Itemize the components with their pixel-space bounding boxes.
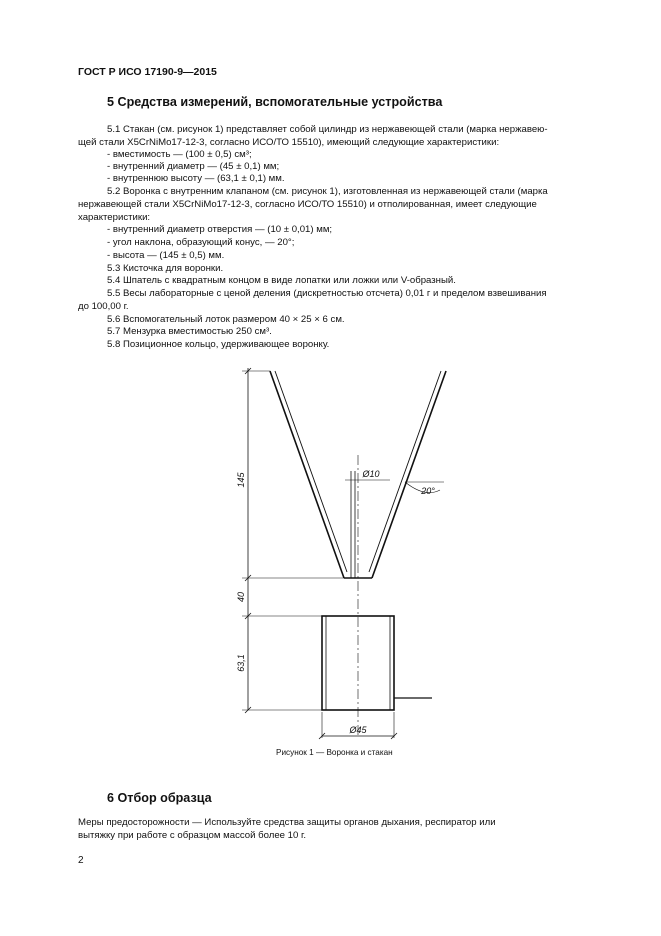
figure-caption: Рисунок 1 — Воронка и стакан [276, 748, 393, 757]
paragraph-5-4: 5.4 Шпатель с квадратным концом в виде лопатки или ложки или V-образный. [107, 275, 456, 286]
dim-d10-label: Ø10 [362, 469, 380, 479]
paragraph-5-2-line-1: 5.2 Воронка с внутренним клапаном (см. рисунок 1), изготовленная из нержавеющей стали (марка [107, 186, 548, 197]
paragraph-5-5-line-1: 5.5 Весы лабораторные с ценой деления (дискретностью отсчета) 0,01 г и пределом взвешивания [107, 288, 547, 299]
section-6-title: 6 Отбор образца [107, 791, 212, 805]
funnel-left-wall [270, 371, 344, 578]
dim-d45-label: Ø45 [349, 725, 367, 735]
paragraph-5-6: 5.6 Вспомогательный лоток размером 40 × 25 × 6 см. [107, 314, 345, 325]
list-item-volume: - вместимость — (100 ± 0,5) см³; [107, 149, 252, 160]
funnel-left-wall-inner [275, 371, 347, 572]
paragraph-5-3: 5.3 Кисточка для воронки. [107, 263, 224, 274]
section-6-paragraph-line-2: вытяжку при работе с образцом массой более 10 г. [78, 830, 307, 841]
paragraph-5-1-line-2: щей стали X5CrNiMo17-12-3, согласно ИСО/ТО 15510), имеющий следующие характеристики: [78, 137, 500, 148]
page-number: 2 [78, 855, 84, 866]
list-item-inner-height: - внутреннюю высоту — (63,1 ± 0,1) мм. [107, 173, 285, 184]
list-item-cone-angle: - угол наклона, образующий конус, — 20°; [107, 237, 295, 248]
section-6-paragraph-line-1: Меры предосторожности — Используйте средства защиты органов дыхания, респиратор или [78, 817, 496, 828]
dim-40-label: 40 [236, 591, 246, 603]
list-item-funnel-height: - высота — (145 ± 0,5) мм. [107, 250, 225, 261]
dim-145-label: 145 [236, 472, 246, 488]
list-item-hole-diameter: - внутренний диаметр отверстия — (10 ± 0,01) мм; [107, 224, 333, 235]
dim-63-1-label: 63,1 [236, 654, 246, 672]
document-header: ГОСТ Р ИСО 17190-9—2015 [78, 66, 217, 78]
dim-angle-label: 20° [421, 486, 435, 496]
paragraph-5-5-line-2: до 100,00 г. [78, 301, 129, 312]
paragraph-5-2-line-2: нержавеющей стали X5CrNiMo17-12-3, согласно ИСО/ТО 15510) и отполированная, имеет следующие [78, 199, 537, 210]
paragraph-5-7: 5.7 Мензурка вместимостью 250 см³. [107, 326, 272, 337]
list-item-inner-diameter: - внутренний диаметр — (45 ± 0,1) мм; [107, 161, 280, 172]
paragraph-5-8: 5.8 Позиционное кольцо, удерживающее воронку. [107, 339, 330, 350]
paragraph-5-1-line-1: 5.1 Стакан (см. рисунок 1) представляет собой цилиндр из нержавеющей стали (марка нержавею- [107, 124, 548, 135]
funnel-right-wall-inner [369, 371, 441, 572]
section-5-title: 5 Средства измерений, вспомогательные устройства [107, 95, 443, 109]
paragraph-5-2-line-3: характеристики: [78, 212, 151, 223]
funnel-and-cup-figure [200, 360, 460, 745]
funnel-right-wall [372, 371, 446, 578]
